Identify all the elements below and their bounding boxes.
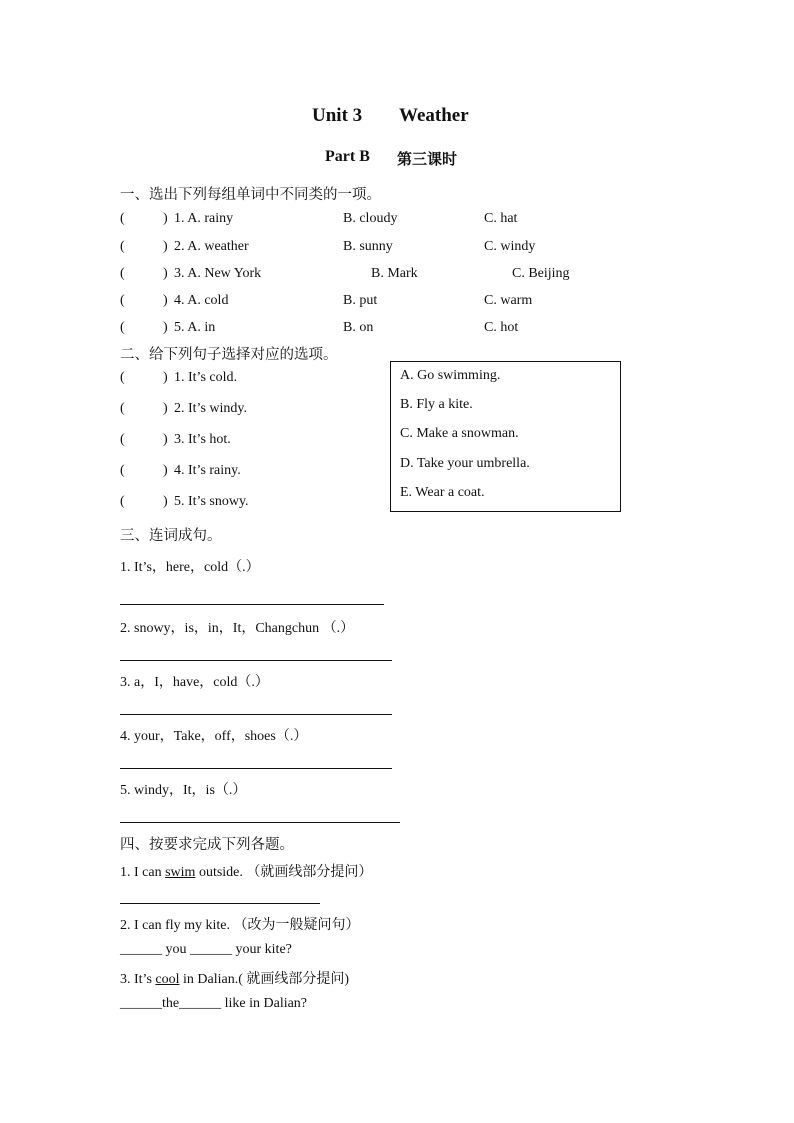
answer-paren-close: ): [163, 401, 168, 416]
option-b: B. sunny: [343, 239, 393, 254]
option-c: C. Make a snowman.: [400, 426, 519, 441]
option-b: B. on: [343, 320, 374, 335]
answer-line-5[interactable]: [120, 822, 400, 823]
unit-name: Weather: [399, 105, 469, 126]
lesson-label: 第三课时: [397, 150, 458, 168]
option-c: C. hot: [484, 320, 519, 335]
answer-fixed-text: you: [162, 942, 190, 957]
answer-paren-open[interactable]: (: [120, 320, 125, 335]
sentence: 5. It’s snowy.: [174, 494, 249, 509]
scramble-prompt-4: 4. your，Take，off，shoes（.）: [120, 729, 308, 744]
answer-blank[interactable]: ______: [120, 942, 162, 957]
answer-line-1[interactable]: [120, 604, 384, 605]
scramble-prompt-2: 2. snowy，is，in，It，Changchun （.）: [120, 621, 355, 636]
option-c: C. warm: [484, 293, 533, 308]
option-c: C. windy: [484, 239, 536, 254]
answer-paren-open[interactable]: (: [120, 266, 125, 281]
answer-paren-open[interactable]: (: [120, 370, 125, 385]
answer-paren-open[interactable]: (: [120, 494, 125, 509]
option-e: E. Wear a coat.: [400, 485, 485, 500]
question-1-post: outside. （就画线部分提问）: [195, 865, 373, 880]
question-1: [120, 861, 372, 881]
question-3-answer: [120, 996, 307, 1012]
option-c: C. Beijing: [512, 266, 570, 281]
option-a: 1. A. rainy: [174, 211, 234, 226]
answer-paren-open[interactable]: (: [120, 239, 125, 254]
sentence: 3. It’s hot.: [174, 432, 231, 447]
sentence: 2. It’s windy.: [174, 401, 247, 416]
question-3: [120, 968, 349, 988]
answer-paren-close: ): [163, 211, 168, 226]
answer-paren-open[interactable]: (: [120, 463, 125, 478]
option-a: A. Go swimming.: [400, 368, 501, 383]
section2-heading: 二、给下列句子选择对应的选项。: [120, 347, 338, 363]
question-3-pre: 3. It’s: [120, 972, 156, 987]
sentence: 1. It’s cold.: [174, 370, 237, 385]
question-3-post: in Dalian.( 就画线部分提问): [179, 972, 350, 987]
section3-heading: 三、连词成句。: [120, 528, 222, 544]
option-a: 3. A. New York: [174, 266, 262, 281]
option-b: B. put: [343, 293, 378, 308]
part-label: Part B: [325, 148, 370, 165]
option-a: 4. A. cold: [174, 293, 229, 308]
scramble-prompt-5: 5. windy，It，is（.）: [120, 783, 247, 798]
option-c: C. hat: [484, 211, 518, 226]
sentence: 4. It’s rainy.: [174, 463, 241, 478]
answer-paren-close: ): [163, 266, 168, 281]
option-a: 5. A. in: [174, 320, 216, 335]
option-b: B. cloudy: [343, 211, 398, 226]
answer-paren-close: ): [163, 293, 168, 308]
answer-paren-close: ): [163, 370, 168, 385]
question-2: 2. I can fly my kite. （改为一般疑问句）: [120, 918, 360, 933]
answer-fixed-text: like in Dalian?: [221, 996, 308, 1011]
underlined-word: cool: [155, 972, 180, 987]
scramble-prompt-3: 3. a，I，have，cold（.）: [120, 675, 269, 690]
answer-blank[interactable]: ______: [120, 996, 162, 1011]
answer-paren-close: ): [163, 494, 168, 509]
answer-fixed-text: the: [162, 996, 180, 1011]
answer-line-3[interactable]: [120, 714, 392, 715]
section4-heading: 四、按要求完成下列各题。: [120, 837, 294, 853]
answer-paren-close: ): [163, 432, 168, 447]
answer-line-2[interactable]: [120, 660, 392, 661]
section1-heading: 一、选出下列每组单词中不同类的一项。: [120, 187, 381, 203]
answer-paren-close: ): [163, 463, 168, 478]
question-1-pre: 1. I can: [120, 865, 166, 880]
scramble-prompt-1: 1. It’s，here，cold（.）: [120, 560, 260, 575]
answer-paren-close: ): [163, 239, 168, 254]
option-b: B. Mark: [371, 266, 418, 281]
answer-paren-open[interactable]: (: [120, 401, 125, 416]
option-b: B. Fly a kite.: [400, 397, 473, 412]
underlined-word: swim: [165, 865, 196, 880]
answer-blank[interactable]: ______: [190, 942, 232, 957]
answer-paren-open[interactable]: (: [120, 211, 125, 226]
answer-paren-open[interactable]: (: [120, 432, 125, 447]
unit-label: Unit 3: [312, 105, 363, 126]
answer-blank[interactable]: ______: [179, 996, 222, 1011]
question-2-answer: [120, 942, 292, 958]
option-a: 2. A. weather: [174, 239, 249, 254]
answer-fixed-text: your kite?: [232, 942, 292, 957]
answer-line-q1[interactable]: [120, 903, 320, 904]
answer-paren-open[interactable]: (: [120, 293, 125, 308]
answer-line-4[interactable]: [120, 768, 392, 769]
answer-paren-close: ): [163, 320, 168, 335]
option-d: D. Take your umbrella.: [400, 456, 530, 471]
